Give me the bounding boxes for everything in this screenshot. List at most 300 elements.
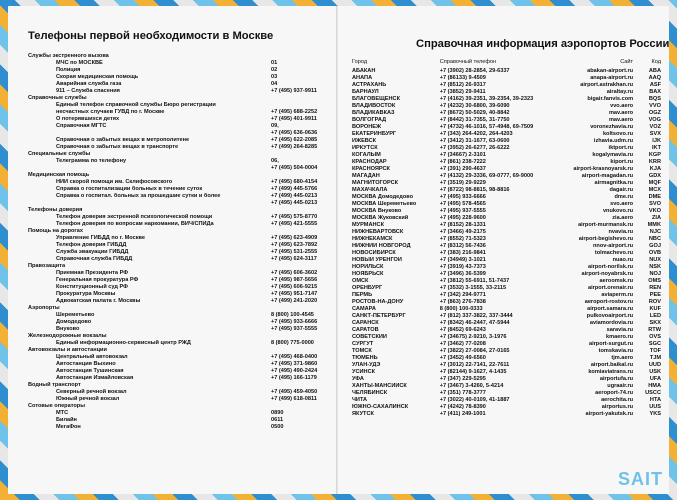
service-name: Билайн <box>56 417 77 423</box>
service-name: МЧС по МОСКВЕ <box>56 60 103 66</box>
airport-site: airport-krasnoyarsk.ru <box>573 166 634 172</box>
airport-row <box>352 145 661 152</box>
airport-site: tjm.aero <box>611 355 634 361</box>
service-name: Справочная о забытых вещах в метрополитене <box>56 137 190 143</box>
airport-code: LED <box>649 313 661 319</box>
airport-row <box>352 404 661 411</box>
service-name: 911 – Служба спасения <box>56 88 120 94</box>
phone-row <box>28 158 329 165</box>
airport-city: САНКТ-ПЕТЕРБУРГ <box>352 313 406 319</box>
right-page <box>338 6 669 494</box>
airport-city: СУРГУТ <box>352 341 374 347</box>
airport-phone: +7 (4232) 30-6800, 39-6090 <box>439 103 510 109</box>
service-phone: +7 (499) 241-2020 <box>271 298 318 304</box>
service-phone: +7 (495) 622-2085 <box>271 137 318 143</box>
service-phone: +7 (495) 575-8770 <box>271 214 318 220</box>
airport-site: vvo.aero <box>610 103 634 109</box>
service-phone: +7 (495) 623-7892 <box>271 242 318 248</box>
airport-city: ТОМСК <box>352 348 372 354</box>
sait-logo: SAIT <box>617 469 663 489</box>
service-name: Справочная служба ГИБДД <box>56 256 133 262</box>
service-name <box>28 130 271 137</box>
airport-site: izhavia.udm.ru <box>593 138 634 144</box>
airport-phone: +7 (34667) 2-3101 <box>439 152 486 158</box>
airport-phone: +7 (351) 778-3777 <box>439 390 486 396</box>
service-phone: +7 (495) 401-9911 <box>271 116 317 122</box>
airport-row <box>352 89 661 96</box>
airport-site: zia.aero <box>612 215 634 221</box>
airport-row <box>352 215 661 222</box>
airport-city: МОСКВА Внуково <box>352 208 402 214</box>
airport-row <box>352 222 661 229</box>
phone-row <box>28 270 329 277</box>
airport-city: БАРНАУЛ <box>352 89 379 95</box>
airport-code: MCX <box>648 187 661 193</box>
airport-city: БЛАГОВЕЩЕНСК <box>352 96 400 102</box>
airport-city: УСИНСК <box>352 369 376 375</box>
airport-site: abakan-airport.ru <box>587 68 634 74</box>
phone-row <box>28 375 329 382</box>
service-phone: 0890 <box>271 410 284 416</box>
airport-site: komiaviatrans.ru <box>588 369 634 375</box>
airport-code: SKX <box>649 320 661 326</box>
service-name: О потерявшихся детях <box>56 116 120 122</box>
phone-row <box>28 137 329 144</box>
airport-phone: +7 (3952) 26-6277, 26-6222 <box>439 145 510 151</box>
airport-code: IJK <box>652 138 661 144</box>
airport-site: nvavia.ru <box>608 229 634 235</box>
airport-site: voronezhavia.ru <box>590 124 634 130</box>
airport-site: pulkovoairport.ru <box>586 313 634 319</box>
airport-code: MMK <box>647 222 661 228</box>
header-code: Код <box>651 59 661 65</box>
airport-phone: +7 (343) 264-4202, 264-4203 <box>439 131 513 137</box>
airport-code: HMA <box>648 383 661 389</box>
service-name: Автостанция Выхино <box>56 361 116 367</box>
airport-row <box>352 320 661 327</box>
airport-row <box>352 152 661 159</box>
airport-site: tolmachevo.ru <box>594 250 634 256</box>
phone-row <box>28 235 329 242</box>
airport-row <box>352 187 661 194</box>
airport-phone: +7 (3919) 43-7373 <box>439 264 486 270</box>
service-phone: 06, <box>271 158 279 164</box>
airport-site: bigair.fanvis.com <box>587 96 634 102</box>
airport-phone: +7 (8152) 28-1331 <box>439 222 486 228</box>
airport-phone: +7 (495) 937-5555 <box>439 208 486 214</box>
airport-phone: +7 (3852) 29-9411 <box>439 89 486 95</box>
airport-table-header <box>352 58 661 66</box>
airport-city: НИЖНИЙ НОВГОРОД <box>352 243 411 249</box>
airport-phone: +7 (3466) 49-2175 <box>439 229 486 235</box>
service-name: Северный речной вокзал <box>56 389 127 395</box>
airport-code: GDX <box>648 173 661 179</box>
airport-row <box>352 306 661 313</box>
airport-row <box>352 341 661 348</box>
airport-code: NJC <box>649 229 661 235</box>
service-name: Автостанция Измайловская <box>56 375 134 381</box>
airport-phone: +7 (3022) 40-0109, 41-1887 <box>439 397 510 403</box>
airport-site: aerochita.ru <box>601 397 634 403</box>
airport-code: NBC <box>648 236 661 242</box>
section-heading: Автовокзалы и автостанции <box>28 347 107 353</box>
airport-row <box>352 243 661 250</box>
airport-row <box>352 194 661 201</box>
section-heading: Специальные службы <box>28 151 91 157</box>
airport-phone: +7 (3412) 31-1677, 63-0600 <box>439 138 510 144</box>
section-heading: Справочные службы <box>28 95 87 101</box>
service-name <box>28 200 271 207</box>
phone-row <box>28 354 329 361</box>
airport-site: airport.orenair.ru <box>588 285 634 291</box>
phone-row <box>28 116 329 123</box>
airport-city: САРАТОВ <box>352 327 379 333</box>
service-phone: 09, <box>271 123 279 129</box>
airport-row <box>352 362 661 369</box>
service-name: Полиция <box>56 67 81 73</box>
airport-phone: +7 (347) 229-5295 <box>439 376 486 382</box>
service-phone: 02 <box>271 67 278 73</box>
airport-row <box>352 82 661 89</box>
airport-phone: +7 (8552) 71-5323 <box>439 236 486 242</box>
airport-city: УФА <box>352 376 364 382</box>
airport-code: NUX <box>649 257 661 263</box>
airport-phone: +7 (863) 276-7838 <box>439 299 486 305</box>
airport-code: ROV <box>648 299 661 305</box>
airport-site: dme.ru <box>614 194 634 200</box>
phone-row <box>28 109 329 116</box>
airport-row <box>352 285 661 292</box>
airport-code: USK <box>649 369 661 375</box>
airport-row <box>352 117 661 124</box>
airport-code: TJM <box>649 355 661 361</box>
service-name: Конституционный суд РФ <box>56 284 128 290</box>
service-phone: +7 (495) 680-4154 <box>271 179 318 185</box>
airport-code: USCC <box>645 390 661 396</box>
phone-row <box>28 144 329 151</box>
airport-row <box>352 376 661 383</box>
airport-row <box>352 257 661 264</box>
section-heading: Аэропорты <box>28 305 60 311</box>
service-name: Генеральная прокуратура РФ <box>56 277 139 283</box>
airport-row <box>352 96 661 103</box>
airport-row <box>352 383 661 390</box>
phone-row <box>28 130 329 137</box>
service-name: Телефон доверия ГИБДД <box>56 242 127 248</box>
airport-city: ВОРОНЕЖ <box>352 124 382 130</box>
airport-city: ВЛАДИКАВКАЗ <box>352 110 395 116</box>
phone-row <box>28 410 329 417</box>
airport-code: ZIA <box>651 215 661 221</box>
airport-city: САРАНСК <box>352 320 379 326</box>
airport-code: IKT <box>651 145 661 151</box>
airport-site: airportufa.ru <box>599 376 634 382</box>
airport-code: SVO <box>649 201 661 207</box>
airport-site: svo.aero <box>610 201 634 207</box>
phone-row <box>28 319 329 326</box>
service-name <box>28 165 271 172</box>
section-heading: Телефоны доверия <box>28 207 83 213</box>
airport-row <box>352 313 661 320</box>
airport-city: КОГАЛЫМ <box>352 152 381 158</box>
airport-city: МАХАЧКАЛА <box>352 187 388 193</box>
airport-city: МАГНИТОГОРСК <box>352 180 399 186</box>
airport-site: koltsovo.ru <box>602 131 634 137</box>
airport-city: СОВЕТСКИЙ <box>352 334 387 340</box>
airport-phone: +7 (3519) 29-9229 <box>439 180 486 186</box>
airport-city: НИЖНЕВАРТОВСК <box>352 229 404 235</box>
service-phone: +7 (495) 937-9911 <box>271 88 317 94</box>
airport-row <box>352 138 661 145</box>
airport-code: HTA <box>649 397 661 403</box>
airport-row <box>352 327 661 334</box>
airport-city: ВЛАДИВОСТОК <box>352 103 396 109</box>
phone-row <box>28 81 329 88</box>
service-name: МегаФон <box>56 424 81 430</box>
airport-row <box>352 411 661 418</box>
service-name: Прокуратура Москвы <box>56 291 116 297</box>
phone-row <box>28 340 329 347</box>
airport-row <box>352 124 661 131</box>
service-phone: +7 (495) 987-5656 <box>271 277 318 283</box>
header-site: Сайт <box>620 59 634 65</box>
airport-site: airport.baikal.ru <box>590 362 634 368</box>
airport-phone: +7 (383) 216-9841 <box>439 250 486 256</box>
airport-city: НОРИЛЬСК <box>352 264 384 270</box>
phone-row <box>28 102 329 109</box>
service-name: Управление ГИБДД по г. Москве <box>56 235 145 241</box>
service-phone: +7 (495) 636-0636 <box>271 130 318 136</box>
airport-city: ЯКУТСК <box>352 411 374 417</box>
airport-city: АБАКАН <box>352 68 376 74</box>
airport-site: airport-begishevo.ru <box>578 236 634 242</box>
airport-row <box>352 131 661 138</box>
phone-row <box>28 186 329 193</box>
airport-row <box>352 68 661 75</box>
header-city: Город <box>352 59 368 65</box>
airport-city: КРАСНОДАР <box>352 159 387 165</box>
service-name: Телефон доверия экстренной психологической помощи <box>56 214 213 220</box>
section-heading: Сотовые операторы <box>28 403 85 409</box>
airport-phone: 8 (800) 100-0333 <box>439 306 483 312</box>
section-heading: Помощь на дорогах <box>28 228 83 234</box>
airport-site: airport-norilsk.ru <box>588 264 634 270</box>
airport-site: aeroport-rostov.ru <box>584 299 634 305</box>
airport-row <box>352 250 661 257</box>
service-name: Справка о госпитализации больных в течение суток <box>56 186 203 192</box>
airport-city: АНАПА <box>352 75 373 81</box>
service-phone: +7 (495) 421-5555 <box>271 221 318 227</box>
airport-city: УЛАН-УДЭ <box>352 362 381 368</box>
airport-city: МОСКВА Домодедово <box>352 194 414 200</box>
airport-table <box>352 68 661 418</box>
section-heading: Медицинская помощь <box>28 172 90 178</box>
service-phone: +7 (499) 264-8285 <box>271 144 318 150</box>
airport-phone: +7 (812) 337-3822, 337-3444 <box>439 313 513 319</box>
airport-city: ТЮМЕНЬ <box>352 355 378 361</box>
phone-row <box>28 74 329 81</box>
service-name: Южный речной вокзал <box>56 396 120 402</box>
airport-phone: +7 (3452) 49-6560 <box>439 355 486 361</box>
airport-site: airport-noyabrsk.ru <box>581 271 634 277</box>
section-heading: Водный транспорт <box>28 382 81 388</box>
airport-row <box>352 278 661 285</box>
service-name: Справка о госпитал. больных за прошедшие сутки и более <box>56 193 221 199</box>
airport-city: МУРМАНСК <box>352 222 384 228</box>
service-phone: +7 (495) 445-0213 <box>271 200 318 206</box>
service-name: Шереметьево <box>56 312 95 318</box>
service-name: Справочная МГТС <box>56 123 107 129</box>
airport-code: ABA <box>648 68 661 74</box>
airport-city: ПЕРМЬ <box>352 292 373 298</box>
service-phone: +7 (495) 531-2555 <box>271 249 318 255</box>
phone-row <box>28 424 329 431</box>
phone-row <box>28 368 329 375</box>
airport-row <box>352 173 661 180</box>
service-phone: 0611 <box>271 417 284 423</box>
airport-site: aeroomsk.ru <box>599 278 634 284</box>
airport-row <box>352 348 661 355</box>
airport-row <box>352 166 661 173</box>
airport-phone: +7 (391) 290-4637 <box>439 166 486 172</box>
phone-row <box>28 179 329 186</box>
service-name: Единый информационно-сервисный центр РЖД <box>56 340 191 346</box>
airport-phone: +7 (3902) 28-2854, 29-6337 <box>439 68 510 74</box>
phone-row <box>28 88 329 95</box>
service-name: Адвокатская палата г. Москвы <box>56 298 141 304</box>
airport-city: ОМСК <box>352 278 369 284</box>
airport-code: AAQ <box>648 75 661 81</box>
service-phone: 0500 <box>271 424 284 430</box>
service-phone: +7 (495) 166-1179 <box>271 375 317 381</box>
phone-row <box>28 60 329 67</box>
airport-city: САМАРА <box>352 306 376 312</box>
airport-city: МОСКВА Жуковский <box>352 215 409 221</box>
airport-code: VKO <box>648 208 661 214</box>
service-phone: 01 <box>271 60 278 66</box>
airport-phone: +7 (342) 294-9771 <box>439 292 486 298</box>
airport-phone: +7 (3467) 3-4260, 5-4214 <box>439 383 504 389</box>
airport-code: UUD <box>648 362 661 368</box>
airport-code: TOF <box>649 348 661 354</box>
airport-site: airport.astrakhan.ru <box>580 82 634 88</box>
airport-city: ЧИТА <box>352 397 368 403</box>
airport-phone: +7 (861) 238-7222 <box>439 159 486 165</box>
phone-row <box>28 221 329 228</box>
airport-city: МОСКВА Шереметьево <box>352 201 417 207</box>
service-name: Центральный автовокзал <box>56 354 128 360</box>
airport-city: АСТРАХАНЬ <box>352 82 387 88</box>
airport-phone: +7 (8442) 31-7355, 31-7750 <box>439 117 510 123</box>
airport-phone: +7 (3012) 22-7141, 22-7611 <box>439 362 510 368</box>
airport-phone: +7 (4162) 39-2351, 39-2354, 39-2323 <box>439 96 534 102</box>
airport-code: YKS <box>649 411 661 417</box>
airport-phone: +7 (495) 933-6666 <box>439 194 486 200</box>
service-phone: 8 (800) 100-4545 <box>271 312 314 318</box>
airport-site: airportus.ru <box>601 404 634 410</box>
airport-code: KRR <box>648 159 661 165</box>
phone-row <box>28 165 329 172</box>
airport-code: SVX <box>649 131 661 137</box>
airport-phone: +7 (495) 228-9600 <box>439 215 486 221</box>
left-page <box>8 6 338 494</box>
airport-phone: +7 (4732) 46-1016, 57-4948, 69-7509 <box>439 124 534 130</box>
phone-row <box>28 312 329 319</box>
airport-row <box>352 110 661 117</box>
airport-site: vnukovo.ru <box>602 208 634 214</box>
airport-city: НИЖНЕКАМСК <box>352 236 393 242</box>
airport-code: NSK <box>649 264 661 270</box>
service-phone: +7 (499) 618-0811 <box>271 396 317 402</box>
airport-row <box>352 292 661 299</box>
airport-phone: +7 (3532) 3-1555, 33-2115 <box>439 285 507 291</box>
airport-phone: +7 (3462) 77-0208 <box>439 341 486 347</box>
section-heading: Правозащита <box>28 263 66 269</box>
airport-row <box>352 180 661 187</box>
phone-row <box>28 193 329 200</box>
airport-row <box>352 229 661 236</box>
phone-row <box>28 389 329 396</box>
airport-row <box>352 355 661 362</box>
airport-code: NOJ <box>649 271 661 277</box>
airport-code: RTW <box>648 327 661 333</box>
service-phone: +7 (495) 937-5555 <box>271 326 318 332</box>
airport-city: МАГАДАН <box>352 173 380 179</box>
airport-phone: +7 (82144) 9-1627, 4-1435 <box>439 369 507 375</box>
airport-site: saravia.ru <box>606 327 634 333</box>
airport-row <box>352 201 661 208</box>
airport-row <box>352 75 661 82</box>
airport-code: KJA <box>649 166 661 172</box>
airport-row <box>352 103 661 110</box>
emergency-phone-list <box>28 53 329 431</box>
airport-code: OVS <box>649 334 661 340</box>
header-phone: Справочный телефон <box>439 59 497 65</box>
airport-site: nuao.ru <box>612 257 634 263</box>
service-phone: +7 (495) 951-7147 <box>271 291 318 297</box>
airport-city: ЮЖНО-САХАЛИНСК <box>352 404 409 410</box>
airport-city: ЧЕЛЯБИНСК <box>352 390 388 396</box>
section-heading: Железнодорожные вокзалы <box>28 333 107 339</box>
airport-site: airmagnitka.ru <box>594 180 634 186</box>
phone-row <box>28 284 329 291</box>
airport-phone: +7 (411) 249-1001 <box>439 411 486 417</box>
airport-city: ИЖЕВСК <box>352 138 377 144</box>
service-name: Автостанция Тушинская <box>56 368 124 374</box>
airport-site: mav.aero <box>608 117 634 123</box>
airport-row <box>352 159 661 166</box>
airport-phone: +7 (34675) 2-9210, 3-1976 <box>439 334 507 340</box>
service-name: Аварийная служба газа <box>56 81 122 87</box>
airport-city: РОСТОВ-НА-ДОНУ <box>352 299 404 305</box>
airport-site: dagair.ru <box>609 187 634 193</box>
airport-site: mav.aero <box>608 110 634 116</box>
airport-phone: +7 (34949) 3-1021 <box>439 257 486 263</box>
airport-phone: +7 (4242) 78-8390 <box>439 404 486 410</box>
airport-phone: +7 (8722) 98-8815, 98-8816 <box>439 187 510 193</box>
service-name: Скорая медицинская помощь <box>56 74 139 80</box>
airport-row <box>352 369 661 376</box>
service-phone: +7 (495) 688-2252 <box>271 109 318 115</box>
phone-row <box>28 277 329 284</box>
airport-code: PEE <box>649 292 661 298</box>
airport-site: airport.samara.ru <box>587 306 634 312</box>
airport-site: aviamordovia.ru <box>589 320 634 326</box>
phone-row <box>28 123 329 130</box>
airport-site: ugraair.ru <box>607 383 634 389</box>
service-phone: +7 (495) 459-4050 <box>271 389 318 395</box>
phone-row <box>28 200 329 207</box>
